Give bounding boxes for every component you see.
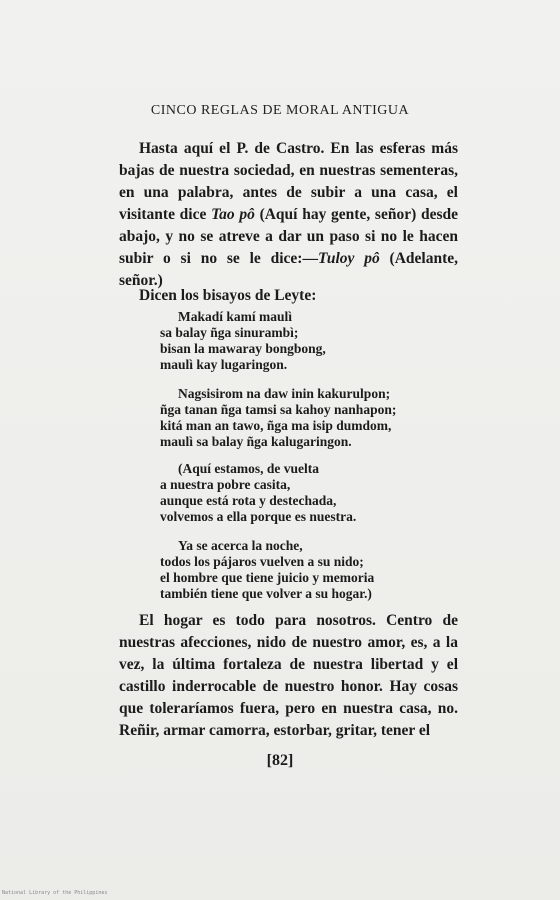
verse-stanza-3 [160,461,460,525]
page-number: [82] [266,752,294,769]
verse-line: maulì kay lugaringon. [160,357,288,372]
library-footer: National Library of the Philippines [2,890,108,896]
verse-line: volvemos a ella porque es nuestra. [160,509,357,524]
paragraph-castro-text-3: (Adelante, señor.) [119,250,458,289]
verse-line: el hombre que tiene juicio y memoria [160,570,375,585]
paragraph-bisayos: Dicen los bisayos de Leyte: [139,287,317,304]
paragraph-castro [119,138,458,292]
verse-line: Nagsisirom na daw inin kakurulpon; [178,386,391,401]
paragraph-castro-text-2: (Aquí hay gente, señor) desde abajo, y no se atreve a dar un paso si no le hacen subir o si no se le dice:— [119,206,458,267]
verse-line: ñga tanan ñga tamsi sa kahoy nanhapon; [160,402,397,417]
running-head: CINCO REGLAS DE MORAL ANTIGUA [150,103,410,118]
verse-stanza-1 [160,309,460,373]
verse-line: aunque está rota y destechada, [160,493,337,508]
verse-line: kitá man an tawo, ñga ma isip dumdom, [160,418,392,433]
verse-line: (Aquí estamos, de vuelta [178,461,319,476]
paragraph-castro-text-1: Hasta aquí el P. de Castro. En las esferas más bajas de nuestra sociedad, en nuestras sementeras, en una palabra, antes de subir a una casa, el visitante dice [119,140,458,223]
verse-line: bisan la mawaray bongbong, [160,341,326,356]
verse-line: maulì sa balay ñga kalugaringon. [160,434,352,449]
verse-line: también tiene que volver a su hogar.) [160,586,372,601]
paragraph-castro-italic-2: Tuloy pô [317,250,380,267]
paragraph-hogar: El hogar es todo para nosotros. Centro de nuestras afecciones, nido de nuestro amor, es, a la vez, la última fortaleza de nuestra libertad y el castillo inderrocable de nuestro honor. Hay cosas que toleraríamos fuera, pero en nuestra casa, no. Reñir, armar camorra, estorbar, gritar, tener el [119,612,458,739]
verse-stanza-2 [160,386,460,450]
verse-line: sa balay ñga sinurambì; [160,325,299,340]
verse-stanza-4 [160,538,460,602]
verse-line: Ya se acerca la noche, [178,538,303,553]
paragraph-castro-italic-1: Tao pô [211,206,255,223]
verse-line: todos los pájaros vuelven a su nido; [160,554,364,569]
verse-line: Makadí kamí maulì [178,309,293,324]
verse-line: a nuestra pobre casita, [160,477,291,492]
